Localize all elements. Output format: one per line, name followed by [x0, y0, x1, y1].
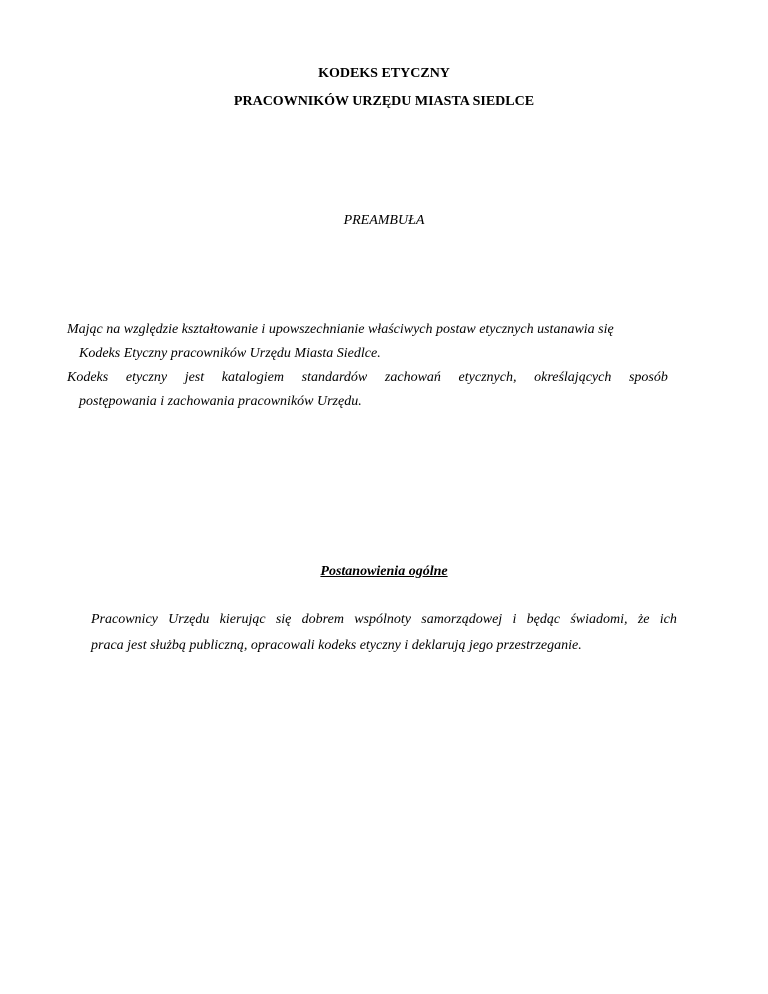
word: się	[275, 612, 292, 627]
word: etyczny	[125, 370, 168, 385]
word: Kodeks	[67, 370, 109, 385]
preamble-paragraph-2-line-2: postępowania i zachowania pracowników Urzędu.	[79, 394, 362, 409]
word: kierując	[219, 612, 266, 627]
word: dobrem	[301, 612, 344, 627]
word: Pracownicy	[91, 612, 158, 627]
general-provisions-line-2: praca jest służbą publiczną, opracowali kodeks etyczny i deklarują jego przestrzeganie.	[91, 638, 582, 653]
general-provisions-heading: Postanowienia ogólne	[320, 564, 448, 579]
word: jest	[184, 370, 205, 385]
word: i	[512, 612, 517, 627]
word: katalogiem	[221, 370, 285, 385]
word: samorządowej	[421, 612, 503, 627]
document-title-line-1: KODEKS ETYCZNY	[318, 66, 450, 81]
word: że	[637, 612, 650, 627]
word: Urzędu	[168, 612, 210, 627]
word: będąc	[526, 612, 561, 627]
preamble-paragraph-1-line-2: Kodeks Etyczny pracowników Urzędu Miasta Siedlce.	[79, 346, 381, 361]
document-title-line-2: PRACOWNIKÓW URZĘDU MIASTA SIEDLCE	[233, 94, 535, 109]
word: świadomi,	[570, 612, 628, 627]
preamble-heading: PREAMBUŁA	[343, 213, 425, 228]
word: wspólnoty	[354, 612, 411, 627]
general-provisions-line-1	[91, 612, 677, 628]
preamble-paragraph-2-line-1	[67, 370, 668, 386]
word: sposób	[628, 370, 668, 385]
word: zachowań	[384, 370, 441, 385]
word: standardów	[301, 370, 368, 385]
word: ich	[659, 612, 677, 627]
word: określających	[534, 370, 612, 385]
word: etycznych,	[458, 370, 517, 385]
preamble-paragraph-1-line-1: Mając na względzie kształtowanie i upowszechnianie właściwych postaw etycznych ustanawia się	[67, 322, 614, 337]
